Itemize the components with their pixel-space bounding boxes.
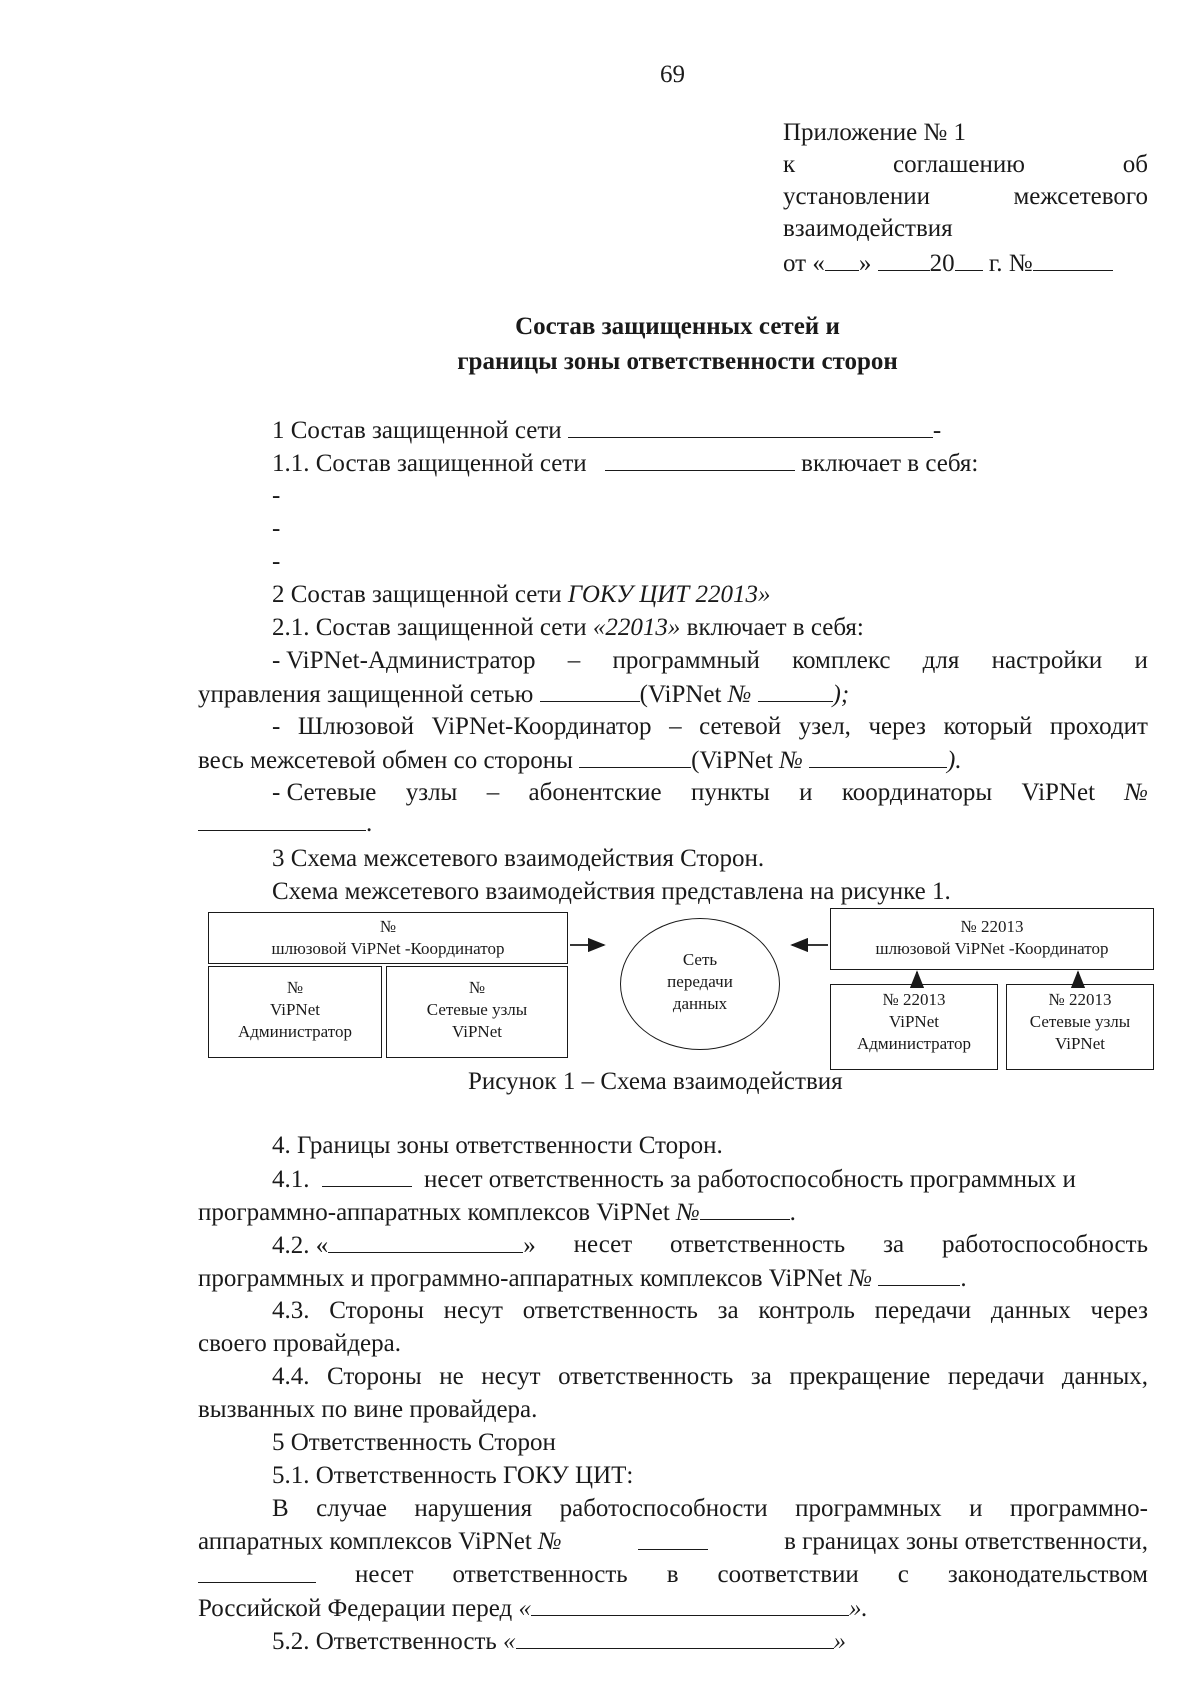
- text: №: [286, 978, 304, 997]
- word: №: [1124, 779, 1148, 806]
- text: весь межсетевой обмен со стороны: [198, 747, 580, 774]
- s1-dash-3: -: [272, 548, 281, 575]
- text: №: [727, 681, 752, 708]
- word: и: [1134, 647, 1148, 674]
- word: в: [666, 1561, 679, 1588]
- blank: [328, 1230, 523, 1253]
- text: 2 Состав защищенной сети: [272, 581, 568, 608]
- text: ViPNet: [889, 1012, 939, 1031]
- text: 2.1. Состав защищенной сети: [272, 614, 593, 641]
- text: Сетевые узлы: [1029, 1012, 1131, 1031]
- word: абонентские: [528, 779, 662, 806]
- s4-p43-line-1: 4.3. Стороны несут ответственность за контроль передачи данных через: [272, 1297, 1148, 1324]
- text: № 22013: [1048, 990, 1112, 1009]
- word: за: [883, 1231, 905, 1258]
- text: ViPNet: [270, 1000, 320, 1019]
- text: включает в себя:: [680, 614, 864, 641]
- s1-dash-1: -: [272, 482, 281, 509]
- text: ГОКУ ЦИТ 22013»: [567, 581, 771, 608]
- text: );: [832, 681, 850, 708]
- text: № 22013: [960, 917, 1024, 936]
- figure-caption: Рисунок 1 – Схема взаимодействия: [468, 1068, 843, 1095]
- text: .: [960, 1265, 967, 1292]
- word: координаторы: [841, 779, 993, 806]
- text: «: [503, 1628, 516, 1655]
- text: ).: [947, 747, 962, 774]
- text: шлюзовой ViPNet -Координатор: [271, 939, 505, 958]
- date-quote: »: [858, 250, 872, 277]
- text: 1.1. Состав защищенной сети: [272, 450, 587, 477]
- word: ViPNet: [1021, 779, 1096, 806]
- s2-p2-line-1: - Шлюзовой ViPNet-Координатор – сетевой узел, через который проходит: [272, 713, 1148, 740]
- text: №: [379, 917, 397, 936]
- text: 1 Состав защищенной сети: [272, 417, 562, 444]
- number-label: г. №: [988, 250, 1033, 277]
- text: программных и программно-аппаратных комплексов ViPNet: [198, 1265, 849, 1292]
- s4-p44-line-1: 4.4. Стороны не несут ответственность за прекращение передачи данных,: [272, 1363, 1148, 1390]
- text: Сетевые узлы: [426, 1000, 528, 1019]
- text: №: [538, 1528, 562, 1555]
- blank: [878, 1263, 960, 1286]
- text: ».: [848, 1595, 868, 1622]
- word: комплекс: [792, 647, 891, 674]
- text: ViPNet: [1055, 1034, 1105, 1053]
- s4-p43-line-2: своего провайдера.: [198, 1330, 402, 1357]
- appendix-line-4: взаимодействия: [783, 215, 953, 242]
- word: межсетевого: [1013, 183, 1148, 210]
- word: пункты: [690, 779, 770, 806]
- word: ответственность: [670, 1231, 846, 1258]
- text: -: [932, 417, 942, 444]
- s5-line-1: 5 Ответственность Сторон: [272, 1429, 556, 1456]
- text: аппаратных комплексов ViPNet: [198, 1528, 539, 1555]
- text: Администратор: [238, 1022, 352, 1041]
- s4-p42-line-2: [198, 1263, 967, 1294]
- word: с: [897, 1561, 909, 1588]
- s4-line-1: 4. Границы зоны ответственности Сторон.: [272, 1132, 723, 1159]
- text: «22013»: [592, 614, 681, 641]
- doc-title-line-2: границы зоны ответственности сторон: [457, 348, 898, 375]
- word: соглашению: [892, 151, 1025, 178]
- text: Сеть: [682, 950, 718, 969]
- word: настройки: [991, 647, 1103, 674]
- word: программный: [612, 647, 760, 674]
- s5-p1-line-1: В случае нарушения работоспособности программных и программно-: [272, 1495, 1148, 1522]
- text: программно-аппаратных комплексов ViPNet: [198, 1199, 677, 1226]
- text: передачи: [667, 972, 733, 991]
- s5-p1-line-2: [198, 1527, 1148, 1557]
- text: .: [366, 810, 373, 837]
- s3-line-1: 3 Схема межсетевого взаимодействия Сторон.: [272, 845, 765, 872]
- text: .: [789, 1199, 796, 1226]
- page-number: 69: [660, 61, 685, 88]
- text: №: [676, 1199, 700, 1226]
- text: управления защищенной сетью: [198, 681, 540, 708]
- text: ViPNet: [452, 1022, 502, 1041]
- text: №: [468, 978, 486, 997]
- blank: [700, 1197, 790, 1220]
- text: №: [779, 747, 803, 774]
- text: «: [518, 1595, 531, 1622]
- word: –: [486, 779, 500, 806]
- word: соответствии: [717, 1561, 859, 1588]
- date-prefix: от «: [783, 250, 825, 277]
- word: работоспособность: [941, 1231, 1148, 1258]
- text: Администратор: [857, 1034, 971, 1053]
- text: данных: [672, 994, 728, 1013]
- word: - ViPNet-Администратор: [272, 647, 536, 674]
- s1-dash-2: -: [272, 515, 281, 542]
- word: ответственность: [452, 1561, 628, 1588]
- appendix-title: Приложение № 1: [783, 119, 967, 146]
- text: Российской Федерации перед: [198, 1595, 519, 1622]
- word: установлении: [783, 183, 930, 210]
- word: узлы: [405, 779, 458, 806]
- blank: [198, 1560, 316, 1583]
- text: 4.2. «: [272, 1232, 329, 1259]
- s5-p1-line-4: [198, 1593, 868, 1624]
- text: включает в себя:: [801, 450, 979, 477]
- text: »: [833, 1628, 847, 1655]
- s4-p44-line-2: вызванных по вине провайдера.: [198, 1396, 538, 1423]
- text: 5.2. Ответственность: [272, 1628, 504, 1655]
- s3-line-2: Схема межсетевого взаимодействия представлена на рисунке 1.: [272, 878, 951, 905]
- text: 4.1.: [272, 1166, 310, 1193]
- text: №: [848, 1265, 873, 1292]
- blank: [322, 1164, 412, 1187]
- s5-line-52: [272, 1626, 846, 1657]
- text: № 22013: [882, 990, 946, 1009]
- word: законодательством: [947, 1561, 1148, 1588]
- text: шлюзовой ViPNet -Координатор: [875, 939, 1109, 958]
- word: - Сетевые: [272, 779, 377, 806]
- word: несет: [573, 1231, 633, 1258]
- word: к: [783, 151, 796, 178]
- word: для: [922, 647, 960, 674]
- word: несет: [355, 1561, 414, 1588]
- s4-p42-line-1: [272, 1230, 1148, 1261]
- text: »: [523, 1232, 536, 1259]
- s4-p41-line-2: [198, 1197, 796, 1228]
- word: об: [1122, 151, 1148, 178]
- blank: [531, 1593, 849, 1616]
- text: (ViPNet: [691, 747, 780, 774]
- text: несет ответственность за работоспособность программных и: [424, 1166, 1076, 1193]
- text: в границах зоны ответственности,: [784, 1528, 1148, 1555]
- text: (ViPNet: [639, 681, 728, 708]
- word: и: [799, 779, 813, 806]
- s4-p41-line-1: [272, 1164, 1076, 1195]
- blank: [516, 1626, 834, 1649]
- doc-title-line-1: Состав защищенных сетей и: [515, 313, 840, 340]
- year-prefix: 20: [929, 250, 955, 277]
- word: –: [567, 647, 581, 674]
- s5-line-2: 5.1. Ответственность ГОКУ ЦИТ:: [272, 1462, 634, 1489]
- s5-p1-line-3: [198, 1560, 1148, 1590]
- blank: [638, 1527, 708, 1550]
